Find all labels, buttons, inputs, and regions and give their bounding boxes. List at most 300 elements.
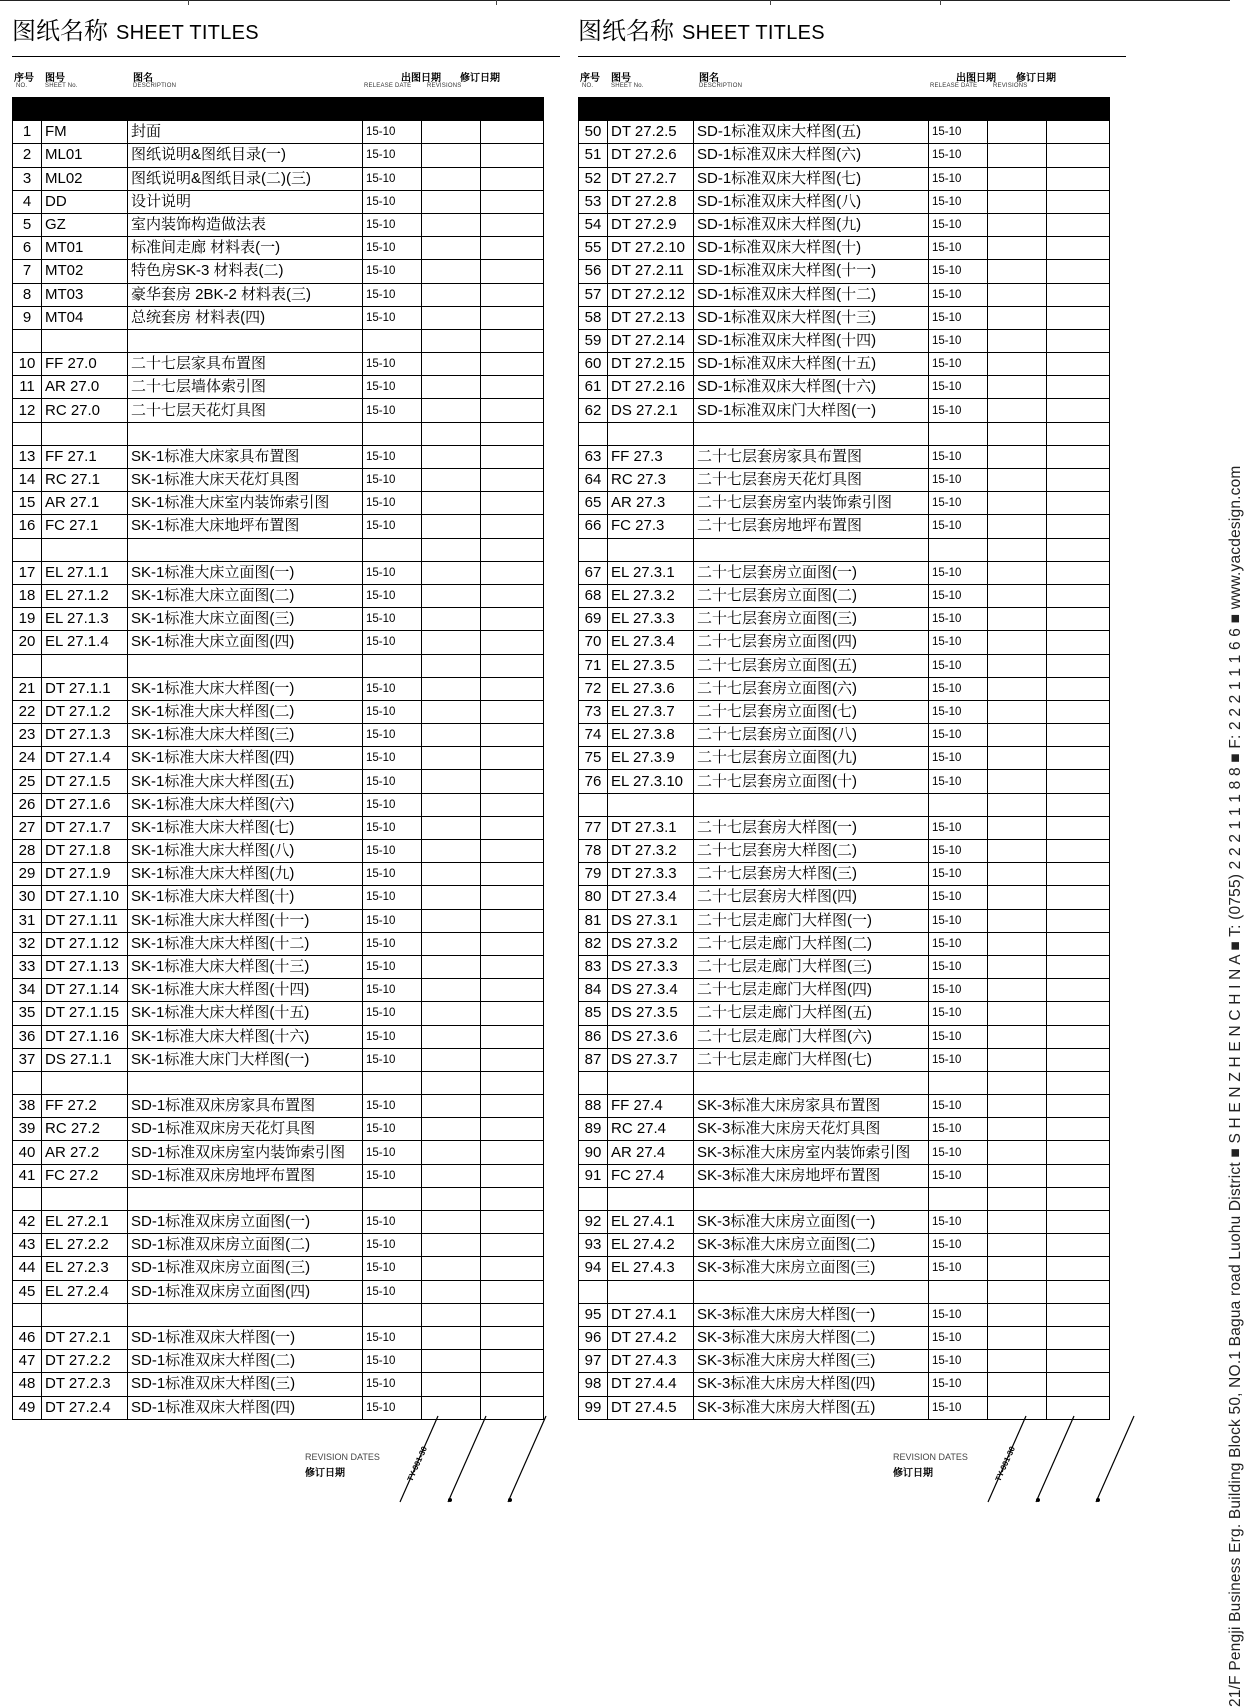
table-row xyxy=(13,561,544,584)
revision-cell xyxy=(422,306,481,329)
release-date: 15-10 xyxy=(929,260,988,283)
sheet-number: AR 27.3 xyxy=(608,492,694,515)
sheet-number: EL 27.2.3 xyxy=(42,1257,128,1280)
row-number: 97 xyxy=(579,1350,608,1373)
empty-cell xyxy=(422,1303,481,1326)
sheet-number: DT 27.2.14 xyxy=(608,329,694,352)
empty-cell xyxy=(579,1280,608,1303)
column-headers xyxy=(578,57,1126,97)
sheet-number: FF 27.3 xyxy=(608,445,694,468)
release-date: 15-10 xyxy=(929,932,988,955)
row-number: 62 xyxy=(579,399,608,422)
row-number: 25 xyxy=(13,770,42,793)
table-row xyxy=(579,654,1110,677)
table-row xyxy=(579,584,1110,607)
blank-row xyxy=(13,538,544,561)
blank-row xyxy=(13,1303,544,1326)
sheet-number: DS 27.2.1 xyxy=(608,399,694,422)
row-number: 23 xyxy=(13,724,42,747)
table-row xyxy=(579,445,1110,468)
empty-cell xyxy=(481,538,544,561)
revision-cell xyxy=(1047,770,1110,793)
release-date: 15-10 xyxy=(929,700,988,723)
release-date: 15-10 xyxy=(363,353,422,376)
empty-cell xyxy=(929,422,988,445)
sheet-number: EL 27.3.6 xyxy=(608,677,694,700)
revision-cell xyxy=(422,932,481,955)
sheet-number: DT 27.1.15 xyxy=(42,1002,128,1025)
revision-cell xyxy=(481,677,544,700)
row-number: 39 xyxy=(13,1118,42,1141)
sheet-number: DD xyxy=(42,190,128,213)
empty-cell xyxy=(42,1071,128,1094)
table-row xyxy=(13,955,544,978)
sheet-description: SD-1标准双床大样图(十四) xyxy=(694,329,929,352)
sheet-description: SK-1标准大床大样图(六) xyxy=(128,793,363,816)
release-date: 15-10 xyxy=(929,1164,988,1187)
revision-cell xyxy=(1047,631,1110,654)
sheet-number: DT 27.1.11 xyxy=(42,909,128,932)
empty-cell xyxy=(481,98,544,121)
table-row xyxy=(579,1048,1110,1071)
revision-cell xyxy=(422,1048,481,1071)
empty-cell xyxy=(929,538,988,561)
row-number: 71 xyxy=(579,654,608,677)
sheet-description: SK-1标准大床立面图(二) xyxy=(128,584,363,607)
sheet-description: SK-1标准大床大样图(一) xyxy=(128,677,363,700)
sheet-description: SK-1标准大床大样图(十一) xyxy=(128,909,363,932)
row-number: 37 xyxy=(13,1048,42,1071)
table-row xyxy=(13,886,544,909)
revision-cell xyxy=(422,445,481,468)
revision-cell xyxy=(422,747,481,770)
sheet-description: 二十七层走廊门大样图(六) xyxy=(694,1025,929,1048)
revision-cell xyxy=(481,1326,544,1349)
sheet-description: 设计说明 xyxy=(128,190,363,213)
sheet-description: 二十七层套房立面图(三) xyxy=(694,608,929,631)
table-row xyxy=(13,1002,544,1025)
revision-cell xyxy=(988,932,1047,955)
empty-cell xyxy=(128,422,363,445)
blank-row xyxy=(579,1187,1110,1210)
sheet-description: SD-1标准双床大样图(四) xyxy=(128,1396,363,1419)
row-number: 5 xyxy=(13,213,42,236)
table-row xyxy=(579,770,1110,793)
row-number: 28 xyxy=(13,840,42,863)
header-sheet-cn: 图号 xyxy=(611,73,631,84)
sheet-titles-table xyxy=(12,97,544,1420)
table-row xyxy=(13,306,544,329)
revision-cell xyxy=(988,1118,1047,1141)
row-number: 88 xyxy=(579,1095,608,1118)
revision-cell xyxy=(481,213,544,236)
empty-cell xyxy=(363,329,422,352)
release-date: 15-10 xyxy=(363,144,422,167)
empty-cell xyxy=(694,1280,929,1303)
release-date: 15-10 xyxy=(363,515,422,538)
release-date: 15-10 xyxy=(363,700,422,723)
empty-cell xyxy=(929,1280,988,1303)
revision-cell xyxy=(1047,329,1110,352)
revision-cell xyxy=(422,1141,481,1164)
sheet-number: DT 27.1.9 xyxy=(42,863,128,886)
sheet-description: SK-1标准大床大样图(五) xyxy=(128,770,363,793)
empty-cell xyxy=(1047,793,1110,816)
empty-cell xyxy=(988,1280,1047,1303)
revision-cell xyxy=(422,770,481,793)
sheet-description: 标准间走廊 材料表(一) xyxy=(128,237,363,260)
revision-cell xyxy=(422,492,481,515)
revision-cell xyxy=(422,167,481,190)
sheet-number: ML02 xyxy=(42,167,128,190)
row-number: 11 xyxy=(13,376,42,399)
blank-row xyxy=(13,1187,544,1210)
table-row xyxy=(579,1234,1110,1257)
release-date: 15-10 xyxy=(363,190,422,213)
revision-cell xyxy=(988,1025,1047,1048)
release-date: 15-10 xyxy=(929,144,988,167)
empty-cell xyxy=(363,538,422,561)
revision-cell xyxy=(422,260,481,283)
sheet-number: EL 27.2.4 xyxy=(42,1280,128,1303)
release-date: 15-10 xyxy=(929,213,988,236)
sheet-number: DT 27.4.2 xyxy=(608,1326,694,1349)
revision-cell xyxy=(1047,144,1110,167)
release-date: 15-10 xyxy=(363,1280,422,1303)
sheet-description: 二十七层套房立面图(八) xyxy=(694,724,929,747)
release-date: 15-10 xyxy=(363,608,422,631)
sheet-description: SD-1标准双床房立面图(二) xyxy=(128,1234,363,1257)
revision-cell xyxy=(481,584,544,607)
sheet-number: EL 27.3.8 xyxy=(608,724,694,747)
sheet-description: 二十七层走廊门大样图(四) xyxy=(694,979,929,1002)
revision-cell xyxy=(422,863,481,886)
release-date: 15-10 xyxy=(929,515,988,538)
release-date: 15-10 xyxy=(929,190,988,213)
empty-cell xyxy=(42,1303,128,1326)
revision-cell xyxy=(988,1164,1047,1187)
table-row xyxy=(13,121,544,144)
revision-cell xyxy=(481,469,544,492)
empty-cell xyxy=(988,538,1047,561)
row-number: 21 xyxy=(13,677,42,700)
release-date: 15-10 xyxy=(363,1350,422,1373)
release-date: 15-10 xyxy=(929,167,988,190)
revision-cell xyxy=(481,608,544,631)
header-revision-cn: 修订日期 xyxy=(1016,73,1056,84)
revision-cell xyxy=(1047,886,1110,909)
empty-cell xyxy=(13,1303,42,1326)
column-headers xyxy=(12,57,560,97)
revision-cell xyxy=(1047,909,1110,932)
table-row xyxy=(13,515,544,538)
sheet-description: SK-3标准大床房大样图(五) xyxy=(694,1396,929,1419)
table-row xyxy=(579,1303,1110,1326)
release-date: 15-10 xyxy=(929,1211,988,1234)
release-date: 15-10 xyxy=(929,469,988,492)
sheet-number: DT 27.1.6 xyxy=(42,793,128,816)
sheet-number: DS 27.1.1 xyxy=(42,1048,128,1071)
sheet-description: 二十七层套房立面图(四) xyxy=(694,631,929,654)
sheet-number: DT 27.2.8 xyxy=(608,190,694,213)
revision-cell xyxy=(481,260,544,283)
revision-cell xyxy=(481,121,544,144)
empty-cell xyxy=(422,1187,481,1210)
sheet-description: SK-1标准大床室内装饰索引图 xyxy=(128,492,363,515)
revision-cell xyxy=(1047,399,1110,422)
release-date: 15-10 xyxy=(929,1373,988,1396)
sheet-description: SK-1标准大床立面图(四) xyxy=(128,631,363,654)
revision-cell xyxy=(422,584,481,607)
release-date: 15-10 xyxy=(363,376,422,399)
blank-row xyxy=(579,538,1110,561)
empty-cell xyxy=(608,1071,694,1094)
release-date: 15-10 xyxy=(363,469,422,492)
revision-cell xyxy=(988,654,1047,677)
revision-cell xyxy=(481,1025,544,1048)
release-date: 15-10 xyxy=(363,816,422,839)
sheet-number: RC 27.0 xyxy=(42,399,128,422)
row-number: 10 xyxy=(13,353,42,376)
revision-cell xyxy=(1047,1048,1110,1071)
sheet-description: SK-1标准大床大样图(十) xyxy=(128,886,363,909)
revision-cell xyxy=(988,329,1047,352)
svg-text:TY-001-30: TY-001-30 xyxy=(993,1445,1018,1483)
row-number: 51 xyxy=(579,144,608,167)
row-number: 86 xyxy=(579,1025,608,1048)
table-row xyxy=(579,167,1110,190)
table-row xyxy=(13,144,544,167)
revision-cell xyxy=(1047,469,1110,492)
table-row xyxy=(13,584,544,607)
row-number: 31 xyxy=(13,909,42,932)
row-number: 18 xyxy=(13,584,42,607)
revision-cell xyxy=(481,1002,544,1025)
revision-cell xyxy=(1047,306,1110,329)
revision-cell xyxy=(422,121,481,144)
revision-cell xyxy=(1047,1002,1110,1025)
empty-cell xyxy=(42,1187,128,1210)
row-number: 16 xyxy=(13,515,42,538)
header-revision-cn: 修订日期 xyxy=(460,73,500,84)
sheet-number: EL 27.3.9 xyxy=(608,747,694,770)
row-number: 66 xyxy=(579,515,608,538)
row-number: 43 xyxy=(13,1234,42,1257)
revision-cell xyxy=(481,445,544,468)
sheet-description: 二十七层套房立面图(五) xyxy=(694,654,929,677)
table-row xyxy=(13,770,544,793)
table-row xyxy=(13,793,544,816)
header-no-cn: 序号 xyxy=(580,73,600,84)
panel-title xyxy=(12,14,560,50)
sheet-description: 二十七层套房立面图(七) xyxy=(694,700,929,723)
sheet-description: 二十七层套房天花灯具图 xyxy=(694,469,929,492)
sheet-number: DT 27.2.6 xyxy=(608,144,694,167)
header-release-cn: 出图日期 xyxy=(956,73,996,84)
table-row xyxy=(13,724,544,747)
empty-cell xyxy=(929,98,988,121)
release-date: 15-10 xyxy=(363,399,422,422)
sheet-number: FC 27.1 xyxy=(42,515,128,538)
row-number: 74 xyxy=(579,724,608,747)
release-date: 15-10 xyxy=(363,1257,422,1280)
sheet-description: SD-1标准双床大样图(十二) xyxy=(694,283,929,306)
empty-cell xyxy=(608,1187,694,1210)
empty-cell xyxy=(694,1071,929,1094)
revision-cell xyxy=(988,1002,1047,1025)
row-number: 14 xyxy=(13,469,42,492)
row-number: 2 xyxy=(13,144,42,167)
table-row xyxy=(13,1048,544,1071)
revision-cell xyxy=(481,237,544,260)
release-date: 15-10 xyxy=(929,863,988,886)
row-number: 63 xyxy=(579,445,608,468)
header-release-en: RELEASE DATE xyxy=(930,83,978,89)
revision-cell xyxy=(422,561,481,584)
row-number: 99 xyxy=(579,1396,608,1419)
revision-cell xyxy=(1047,213,1110,236)
revision-cell xyxy=(422,353,481,376)
empty-cell xyxy=(128,329,363,352)
sheet-description: 二十七层套房室内装饰索引图 xyxy=(694,492,929,515)
row-number: 27 xyxy=(13,816,42,839)
sheet-number: DT 27.3.2 xyxy=(608,840,694,863)
revision-cell xyxy=(422,886,481,909)
row-number: 13 xyxy=(13,445,42,468)
blank-row xyxy=(13,329,544,352)
release-date: 15-10 xyxy=(363,1002,422,1025)
revision-cell xyxy=(422,677,481,700)
revision-cell xyxy=(422,376,481,399)
sheet-number: EL 27.1.2 xyxy=(42,584,128,607)
row-number: 24 xyxy=(13,747,42,770)
revision-cell xyxy=(988,1303,1047,1326)
sheet-description: SK-1标准大床地坪布置图 xyxy=(128,515,363,538)
release-date: 15-10 xyxy=(929,1141,988,1164)
empty-cell xyxy=(363,422,422,445)
revision-cell xyxy=(988,190,1047,213)
sheet-number: EL 27.4.2 xyxy=(608,1234,694,1257)
revision-cell xyxy=(1047,1095,1110,1118)
release-date: 15-10 xyxy=(929,306,988,329)
sheet-description: SD-1标准双床大样图(二) xyxy=(128,1350,363,1373)
revision-cell xyxy=(1047,955,1110,978)
release-date: 15-10 xyxy=(929,979,988,1002)
revision-dates-block xyxy=(888,1445,1148,1562)
header-sheet-cn: 图号 xyxy=(45,73,65,84)
sheet-number: DT 27.2.5 xyxy=(608,121,694,144)
row-number: 26 xyxy=(13,793,42,816)
release-date: 15-10 xyxy=(929,724,988,747)
release-date: 15-10 xyxy=(363,1326,422,1349)
revision-cell xyxy=(481,1095,544,1118)
release-date: 15-10 xyxy=(929,1048,988,1071)
release-date: 15-10 xyxy=(363,167,422,190)
revision-cell xyxy=(422,1002,481,1025)
empty-cell xyxy=(13,654,42,677)
sheet-description: 室内装饰构造做法表 xyxy=(128,213,363,236)
revision-cell xyxy=(1047,353,1110,376)
revision-cell xyxy=(988,376,1047,399)
revision-cell xyxy=(1047,1141,1110,1164)
sheet-description: SK-1标准大床大样图(三) xyxy=(128,724,363,747)
release-date: 15-10 xyxy=(929,121,988,144)
empty-cell xyxy=(608,98,694,121)
table-row xyxy=(579,1141,1110,1164)
table-row xyxy=(579,979,1110,1002)
empty-cell xyxy=(481,422,544,445)
release-date: 15-10 xyxy=(363,492,422,515)
table-row xyxy=(579,1164,1110,1187)
row-number: 45 xyxy=(13,1280,42,1303)
revision-cell xyxy=(422,724,481,747)
sheet-number: DT 27.1.12 xyxy=(42,932,128,955)
revision-cell xyxy=(988,863,1047,886)
table-row xyxy=(13,167,544,190)
empty-cell xyxy=(608,538,694,561)
revision-cell xyxy=(1047,816,1110,839)
table-row xyxy=(13,469,544,492)
empty-cell xyxy=(363,1187,422,1210)
empty-cell xyxy=(988,1071,1047,1094)
table-row xyxy=(579,144,1110,167)
revision-cell xyxy=(481,863,544,886)
top-tick xyxy=(770,0,771,5)
sheet-description: SD-1标准双床大样图(三) xyxy=(128,1373,363,1396)
sheet-description: SD-1标准双床大样图(九) xyxy=(694,213,929,236)
sheet-number: EL 27.2.1 xyxy=(42,1211,128,1234)
sheet-number: MT01 xyxy=(42,237,128,260)
revision-cell xyxy=(988,1234,1047,1257)
table-row xyxy=(13,932,544,955)
release-date: 15-10 xyxy=(363,1234,422,1257)
revision-cell xyxy=(422,840,481,863)
release-date: 15-10 xyxy=(363,1025,422,1048)
sheet-description: SK-3标准大床房大样图(一) xyxy=(694,1303,929,1326)
revision-cell xyxy=(422,979,481,1002)
revision-cell xyxy=(481,840,544,863)
revision-cell xyxy=(1047,700,1110,723)
release-date: 15-10 xyxy=(929,955,988,978)
row-number: 64 xyxy=(579,469,608,492)
revision-cell xyxy=(1047,237,1110,260)
row-number: 49 xyxy=(13,1396,42,1419)
revision-cell xyxy=(481,561,544,584)
table-row xyxy=(579,1118,1110,1141)
row-number: 54 xyxy=(579,213,608,236)
table-row xyxy=(13,1326,544,1349)
sheet-description: SK-1标准大床门大样图(一) xyxy=(128,1048,363,1071)
release-date: 15-10 xyxy=(929,631,988,654)
revision-cell xyxy=(481,770,544,793)
sheet-number: FC 27.4 xyxy=(608,1164,694,1187)
revision-diagonals-icon xyxy=(300,1382,560,1512)
blank-row xyxy=(13,654,544,677)
empty-cell xyxy=(422,422,481,445)
release-date: 15-10 xyxy=(929,376,988,399)
empty-cell xyxy=(694,422,929,445)
row-number: 48 xyxy=(13,1373,42,1396)
table-row xyxy=(13,1280,544,1303)
empty-cell xyxy=(363,1303,422,1326)
sheet-description: SD-1标准双床门大样图(一) xyxy=(694,399,929,422)
sheet-description: SD-1标准双床房天花灯具图 xyxy=(128,1118,363,1141)
table-row xyxy=(579,121,1110,144)
blank-row xyxy=(13,422,544,445)
revision-cell xyxy=(481,747,544,770)
release-date: 15-10 xyxy=(363,793,422,816)
sheet-description: SK-1标准大床大样图(十四) xyxy=(128,979,363,1002)
